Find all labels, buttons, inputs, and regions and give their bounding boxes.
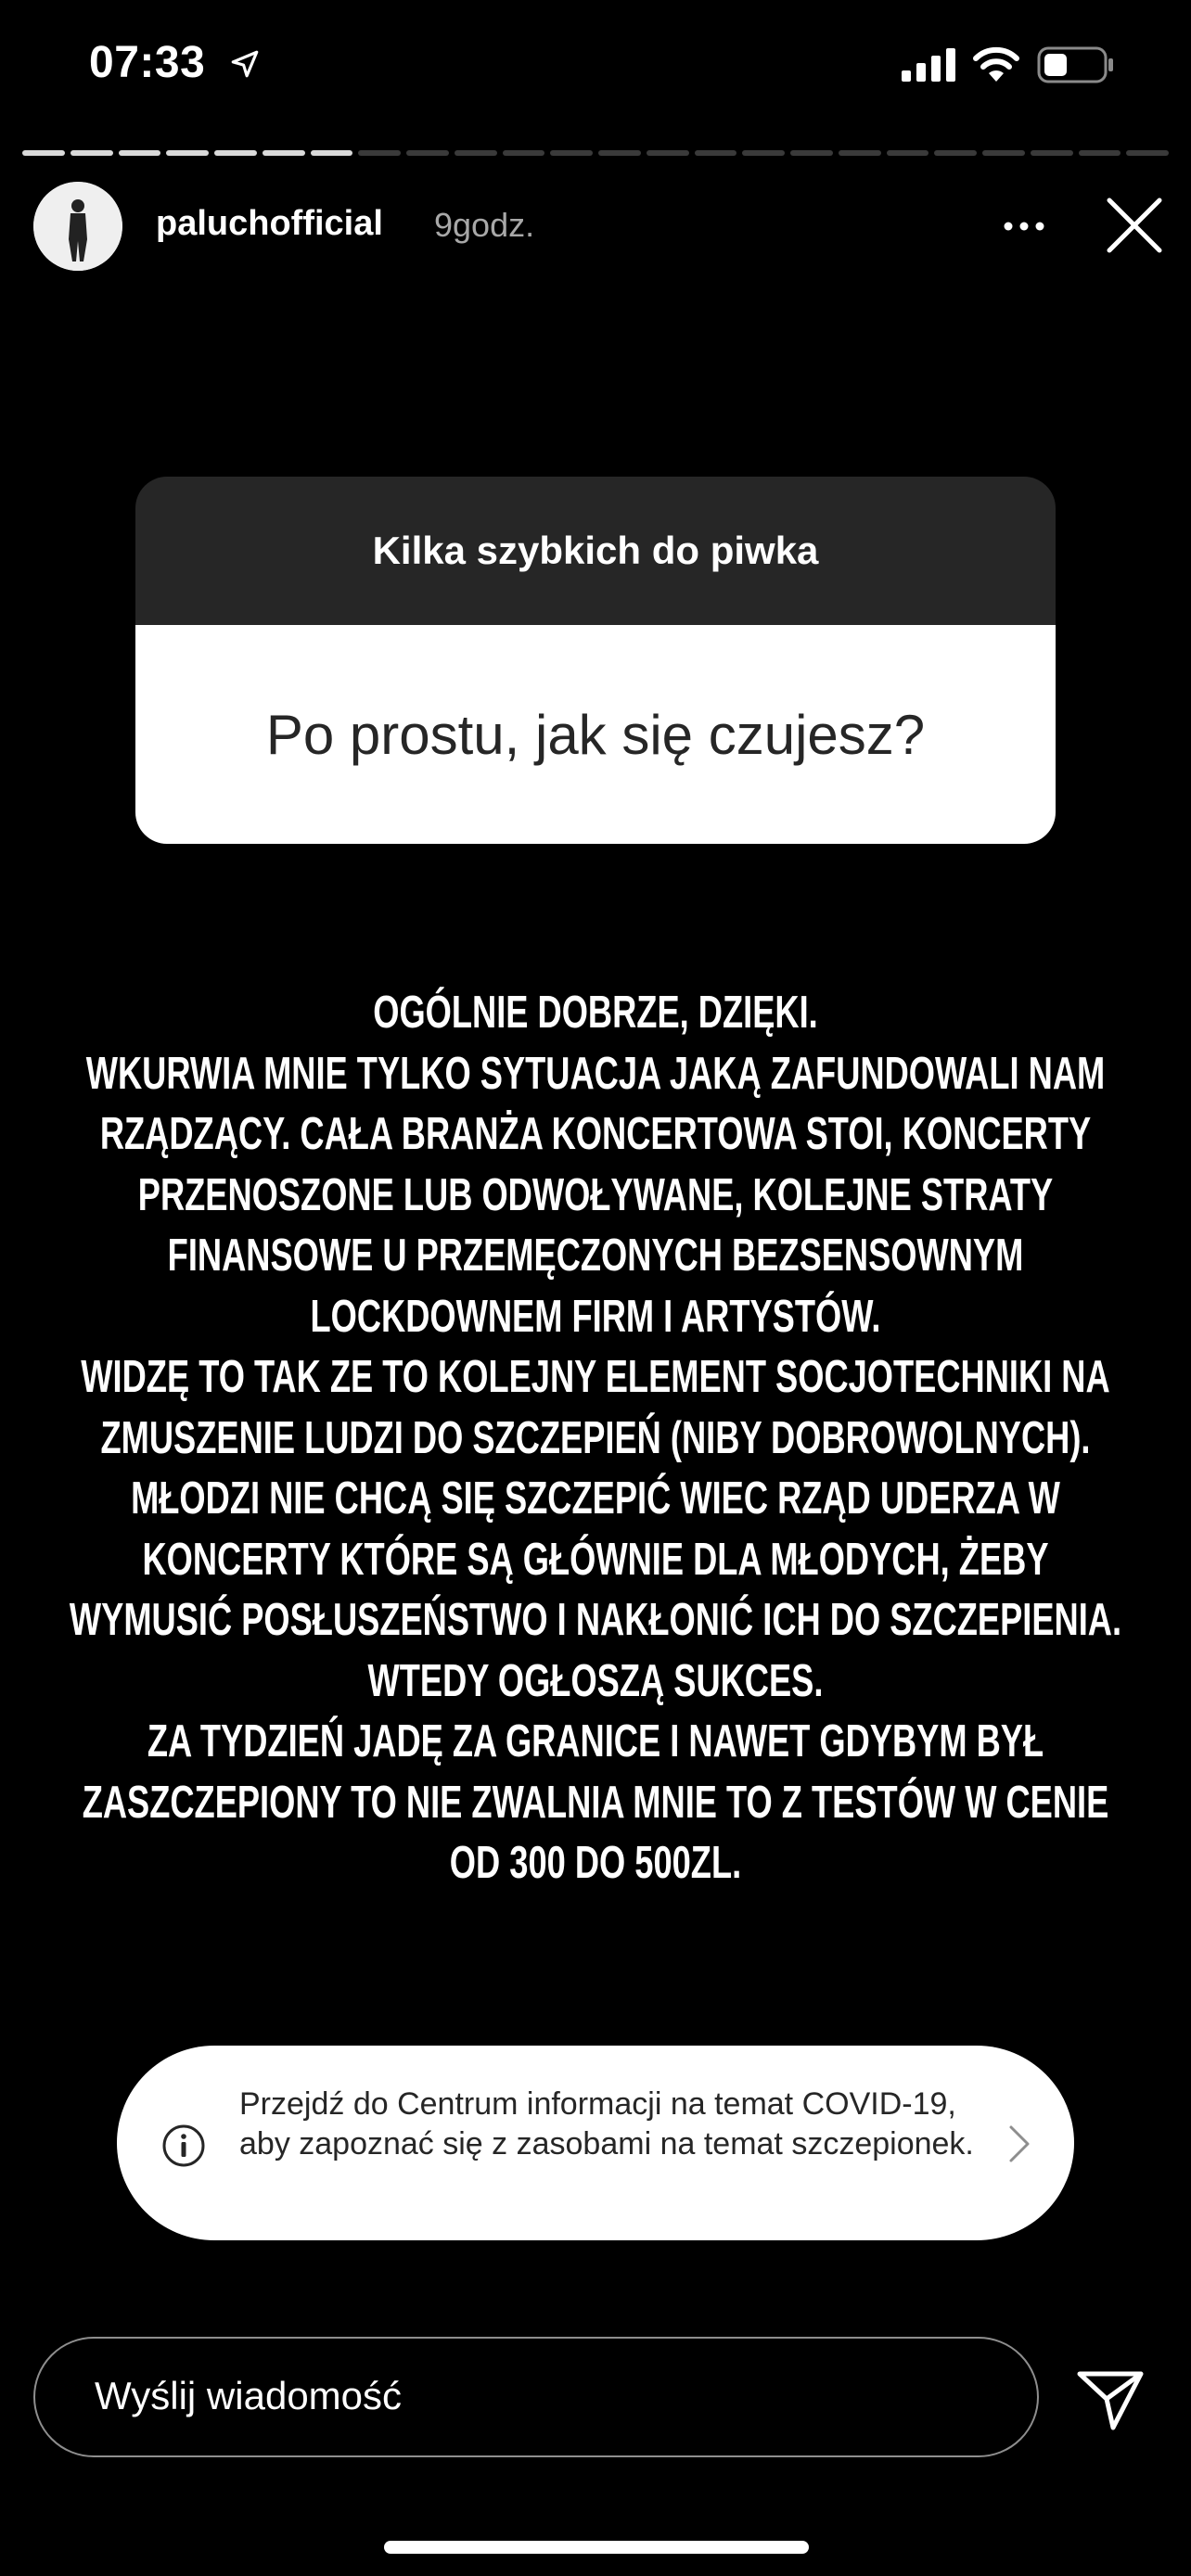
question-sticker-question: Po prostu, jak się czujesz?: [135, 625, 1056, 844]
progress-segment: [311, 150, 353, 156]
status-time: 07:33: [89, 38, 206, 87]
answer-line: KONCERTY KTÓRE SĄ GŁÓWNIE DLA MŁODYCH, ŻEBY: [142, 1534, 1049, 1585]
answer-line: PRZENOSZONE LUB ODWOŁYWANE, KOLEJNE STRATY: [137, 1169, 1054, 1220]
wifi-icon: [972, 45, 1020, 83]
answer-line: OD 300 DO 500ZL.: [449, 1838, 742, 1888]
story-answer-text: [0, 983, 1191, 1892]
answer-line: WKURWIA MNIE TYLKO SYTUACJA JAKĄ ZAFUNDOWALI NAM: [85, 1048, 1106, 1099]
covid-info-text: Przejdź do Centrum informacji na temat COVID-19, aby zapoznać się z zasobami na temat szczepionek.: [239, 2086, 974, 2162]
progress-segment: [263, 150, 305, 156]
progress-segment: [934, 150, 977, 156]
progress-segment: [70, 150, 113, 156]
answer-line: ZMUSZENIE LUDZI DO SZCZEPIEŃ (NIBY DOBROWOLNYCH).: [100, 1412, 1091, 1463]
progress-segment: [358, 150, 401, 156]
progress-segment: [166, 150, 209, 156]
story-username[interactable]: paluchofficial: [156, 204, 383, 243]
answer-line: WTEDY OGŁOSZĄ SUKCES.: [367, 1655, 824, 1706]
progress-segment: [550, 150, 593, 156]
send-message-placeholder: Wyślij wiadomość: [95, 2374, 403, 2417]
question-sticker: [135, 477, 1056, 844]
chevron-right-icon: [1005, 2123, 1033, 2164]
progress-segment: [1031, 150, 1073, 156]
story-progress-bar: [22, 150, 1169, 156]
progress-segment: [647, 150, 689, 156]
info-icon: [161, 2123, 206, 2168]
battery-icon: [1037, 46, 1115, 83]
progress-segment: [1126, 150, 1169, 156]
progress-segment: [790, 150, 833, 156]
story-time-ago: 9godz.: [434, 206, 535, 244]
cellular-signal-icon: [902, 48, 957, 82]
progress-segment: [214, 150, 257, 156]
answer-line: WYMUSIĆ POSŁUSZEŃSTWO I NAKŁONIĆ ICH DO SZCZEPIENIA.: [69, 1595, 1122, 1645]
close-icon[interactable]: [1104, 195, 1165, 256]
progress-segment: [839, 150, 881, 156]
question-sticker-header: Kilka szybkich do piwka: [135, 477, 1056, 625]
progress-segment: [982, 150, 1025, 156]
covid-info-banner[interactable]: [117, 2046, 1074, 2240]
location-arrow-icon: [229, 48, 261, 80]
avatar[interactable]: [33, 182, 122, 271]
home-indicator[interactable]: [384, 2541, 809, 2554]
answer-line: ZASZCZEPIONY TO NIE ZWALNIA MNIE TO Z TESTÓW W CENIE: [82, 1777, 1109, 1828]
answer-line: FINANSOWE U PRZEMĘCZONYCH BEZSENSOWNYM: [167, 1231, 1024, 1281]
answer-line: MŁODZI NIE CHCĄ SIĘ SZCZEPIĆ WIEC RZĄD UDERZA W: [131, 1473, 1060, 1524]
answer-line: OGÓLNIE DOBRZE, DZIĘKI.: [373, 988, 818, 1038]
progress-segment: [1079, 150, 1121, 156]
answer-line: RZĄDZĄCY. CAŁA BRANŻA KONCERTOWA STOI, KONCERTY: [99, 1109, 1092, 1159]
progress-segment: [119, 150, 161, 156]
avatar-figure-icon: [33, 182, 122, 271]
answer-line: WIDZĘ TO TAK ZE TO KOLEJNY ELEMENT SOCJOTECHNIKI NA: [81, 1352, 1110, 1402]
progress-segment: [695, 150, 737, 156]
progress-segment: [742, 150, 785, 156]
progress-segment: [503, 150, 545, 156]
answer-line: LOCKDOWNEM FIRM I ARTYSTÓW.: [310, 1291, 881, 1342]
progress-segment: [598, 150, 641, 156]
progress-segment: [455, 150, 497, 156]
send-message-input[interactable]: [33, 2337, 1039, 2457]
answer-line: ZA TYDZIEŃ JADĘ ZA GRANICE I NAWET GDYBYM BYŁ: [147, 1716, 1044, 1766]
progress-segment: [887, 150, 929, 156]
progress-segment: [22, 150, 65, 156]
more-horizontal-icon[interactable]: [1000, 204, 1048, 249]
send-icon[interactable]: [1076, 2366, 1145, 2431]
progress-segment: [406, 150, 449, 156]
